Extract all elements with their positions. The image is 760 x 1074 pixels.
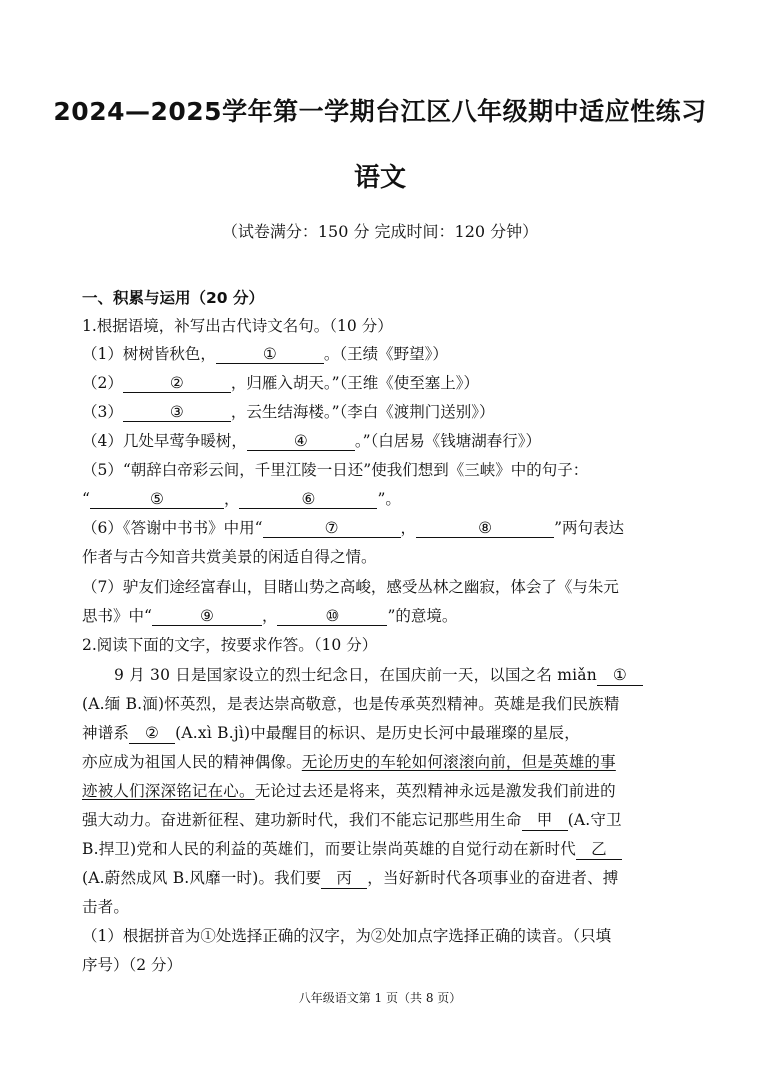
passage-line-5 bbox=[82, 781, 682, 801]
text: ，云生结海楼。”（李白《渡荆门送别》） bbox=[230, 403, 495, 421]
q1-line-2 bbox=[82, 373, 682, 393]
text: 思书》中“ bbox=[82, 607, 152, 625]
text: ， bbox=[400, 519, 417, 537]
answer-blank: 乙 bbox=[576, 839, 622, 860]
passage-line-1 bbox=[114, 665, 714, 686]
text: 。”（白居易《钱塘湖春行》） bbox=[354, 432, 542, 450]
answer-blank: ⑤ bbox=[90, 490, 224, 509]
sub-question-1: （1）根据拼音为①处选择正确的汉字，为②处加点字选择正确的读音。（只填 bbox=[82, 927, 612, 945]
q1-line-7: （7）驴友们途经富春山，目睹山势之高峻，感受丛林之幽寂，体会了《与朱元 bbox=[82, 578, 619, 596]
exam-info: （试卷满分：150 分 完成时间：120 分钟） bbox=[221, 222, 539, 241]
answer-blank: 丙 bbox=[321, 868, 367, 889]
answer-blank: ⑨ bbox=[152, 607, 262, 626]
question-2-prompt: 2.阅读下面的文字，按要求作答。（10 分） bbox=[82, 636, 378, 654]
passage-line-6 bbox=[82, 810, 682, 831]
subject-title: 语文 bbox=[353, 163, 406, 193]
text: ， bbox=[261, 607, 278, 625]
text: B.捍卫)党和人民的利益的英雄们，而要让崇尚英雄的自觉行动在新时代 bbox=[82, 840, 576, 858]
underlined-sentence: 无论历史的车轮如何滚滚向前，但是英雄的事 bbox=[301, 753, 616, 771]
q1-line-6b: 作者与古今知音共赏美景的闲适自得之情。 bbox=[82, 548, 377, 566]
text: （3） bbox=[82, 403, 123, 421]
underlined-sentence: 迹被人们深深铭记在心。 bbox=[82, 782, 255, 800]
text: （6）《答谢中书书》中用“ bbox=[82, 519, 263, 537]
answer-blank: ④ bbox=[247, 432, 355, 451]
q1-line-3 bbox=[82, 402, 682, 422]
answer-blank: ⑦ bbox=[263, 519, 401, 538]
answer-blank: ② bbox=[129, 723, 175, 744]
answer-blank: ① bbox=[216, 345, 324, 364]
exam-title: 2024—2025学年第一学期台江区八年级期中适应性练习 bbox=[53, 97, 707, 126]
text: ，当好新时代各项事业的奋进者、搏 bbox=[367, 869, 619, 887]
passage-line-3 bbox=[82, 723, 682, 744]
answer-blank: ② bbox=[123, 374, 231, 393]
q1-line-7b bbox=[82, 606, 682, 626]
text: （2） bbox=[82, 374, 123, 392]
passage-line-9: 击者。 bbox=[82, 898, 130, 916]
text: ”。 bbox=[377, 490, 401, 508]
page-footer: 八年级语文第 1 页（共 8 页） bbox=[298, 991, 462, 1005]
answer-blank: ⑧ bbox=[416, 519, 554, 538]
text: （1）树树皆秋色， bbox=[82, 345, 216, 363]
q1-line-1 bbox=[82, 344, 682, 364]
text: “ bbox=[82, 490, 90, 508]
q1-line-5: （5）“朝辞白帝彩云间，千里江陵一日还”使我们想到《三峡》中的句子： bbox=[82, 461, 589, 479]
text: ，归雁入胡天。”（王维《使至塞上》） bbox=[230, 374, 480, 392]
text: (A.守卫 bbox=[567, 811, 622, 829]
answer-blank: ③ bbox=[123, 403, 231, 422]
q1-line-4 bbox=[82, 431, 682, 451]
answer-blank: 甲 bbox=[522, 810, 568, 831]
passage-line-7 bbox=[82, 839, 682, 860]
answer-blank: ① bbox=[597, 665, 643, 686]
text: 神谱系 bbox=[82, 724, 130, 742]
text: 无论过去还是将来，英烈精神永远是激发我们前进的 bbox=[254, 782, 616, 800]
text: 9 月 30 日是国家设立的烈士纪念日，在国庆前一天，以国之名 miǎn bbox=[114, 666, 597, 684]
text: （4）几处早莺争暖树， bbox=[82, 432, 247, 450]
text: 。（王绩《野望》） bbox=[323, 345, 448, 363]
q1-line-6 bbox=[82, 518, 682, 538]
section-heading: 一、积累与运用（20 分） bbox=[82, 289, 264, 307]
text: ， bbox=[223, 490, 240, 508]
answer-blank: ⑩ bbox=[277, 607, 387, 626]
sub-question-1b: 序号）（2 分） bbox=[82, 956, 183, 974]
question-1-prompt: 1.根据语境，补写出古代诗文名句。（10 分） bbox=[82, 317, 393, 335]
answer-blank: ⑥ bbox=[239, 490, 377, 509]
passage-line-2: (A.缅 B.湎)怀英烈，是表达崇高敬意，也是传承英烈精神。英雄是我们民族精 bbox=[82, 695, 620, 713]
text: 强大动力。奋进新征程、建功新时代，我们不能忘记那些用生命 bbox=[82, 811, 522, 829]
text: (A.蔚然成风 B.风靡一时)。我们要 bbox=[82, 869, 322, 887]
text: ”的意境。 bbox=[387, 607, 458, 625]
text: (A.xì B.jì)中最醒目的标识、是历史长河中最璀璨的星辰， bbox=[175, 724, 580, 742]
text: 亦应成为祖国人民的精神偶像。 bbox=[82, 753, 302, 771]
passage-line-4 bbox=[82, 752, 682, 772]
text: ”两句表达 bbox=[554, 519, 624, 537]
passage-line-8 bbox=[82, 868, 682, 889]
q1-line-5b bbox=[82, 489, 682, 509]
